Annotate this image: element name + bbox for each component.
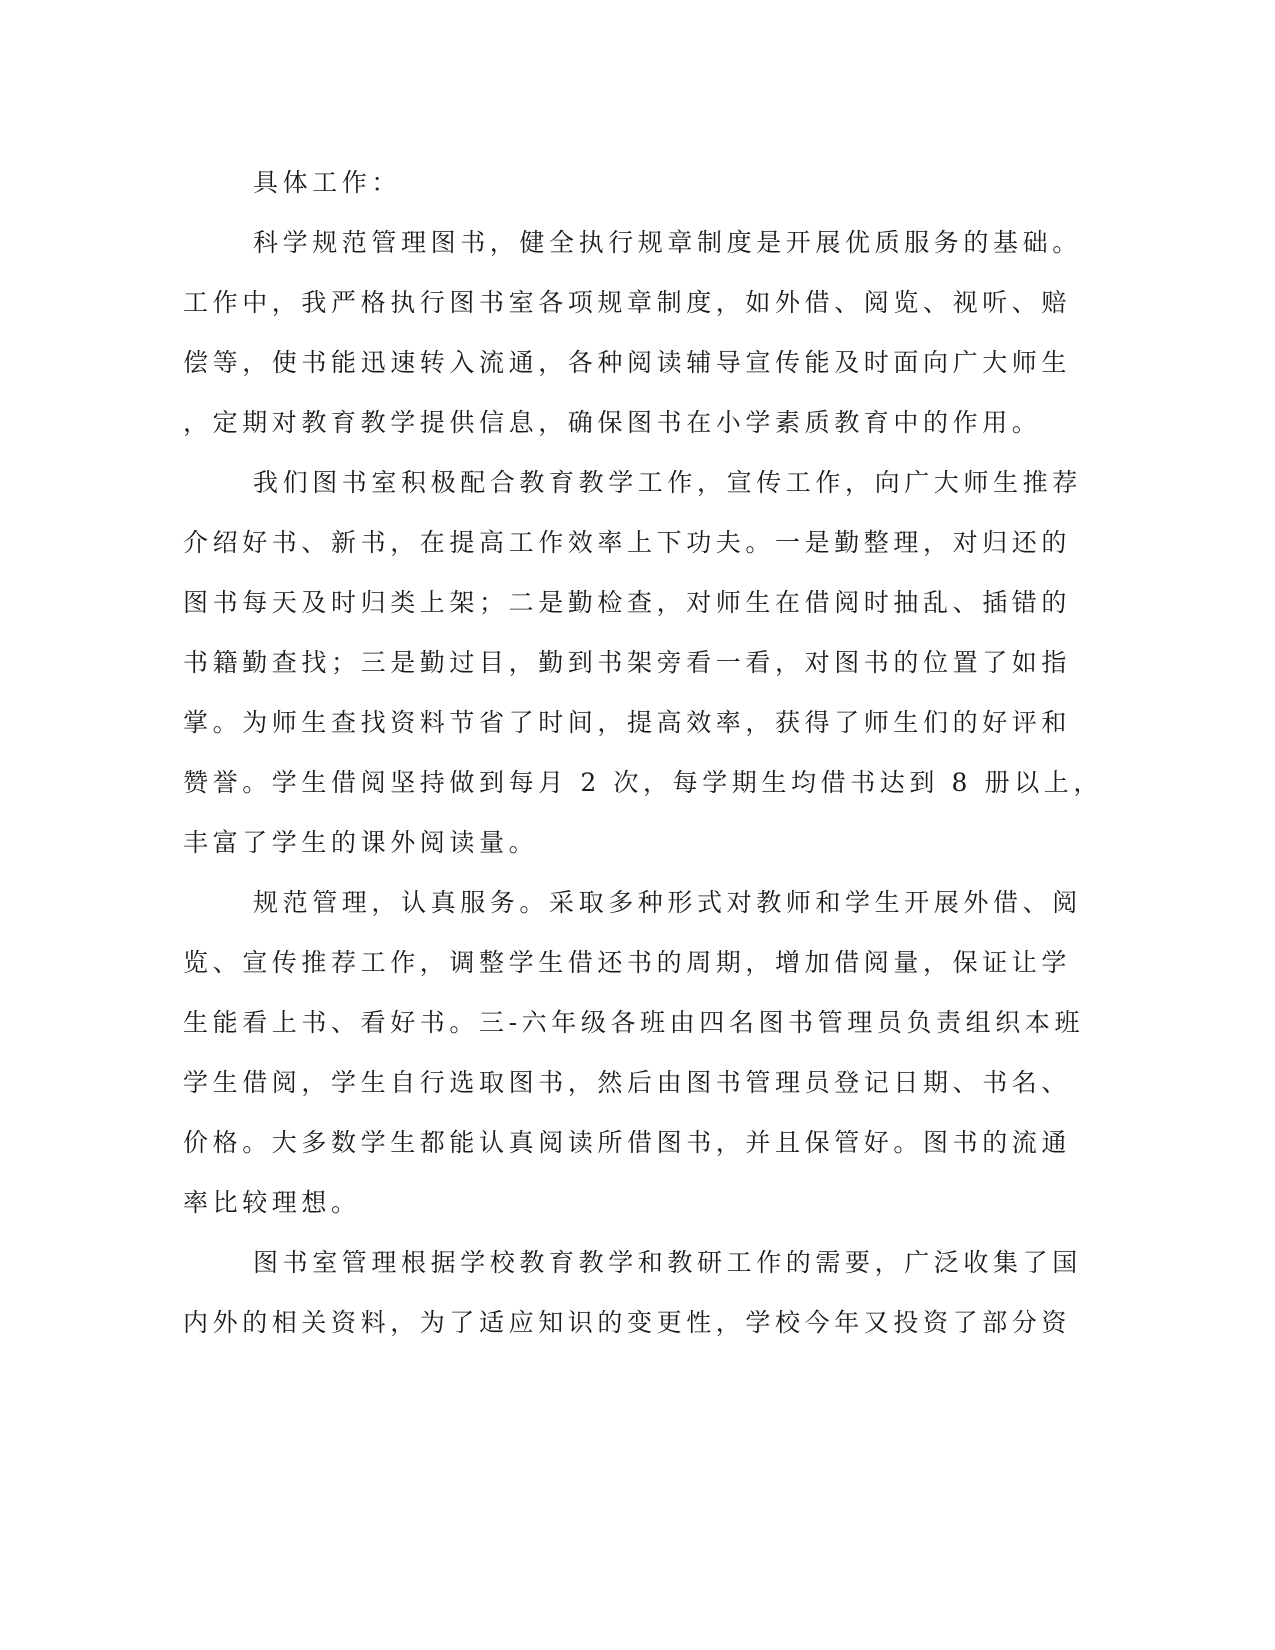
paragraph-2-line-3: 偿等，使书能迅速转入流通，各种阅读辅导宣传能及时面向广大师生: [183, 348, 1072, 377]
paragraph-4-line-5: 价格。大多数学生都能认真阅读所借图书，并且保管好。图书的流通: [183, 1128, 1072, 1157]
paragraph-4-line-1: 规范管理，认真服务。采取多种形式对教师和学生开展外借、阅: [253, 888, 1082, 917]
paragraph-3-line-2: 介绍好书、新书，在提高工作效率上下功夫。一是勤整理，对归还的: [183, 528, 1072, 557]
paragraph-3-line-5: 掌。为师生查找资料节省了时间，提高效率，获得了师生们的好评和: [183, 708, 1072, 737]
paragraph-1-line-1: 具体工作：: [253, 168, 402, 197]
paragraph-3-line-7: 丰富了学生的课外阅读量。: [183, 828, 539, 857]
paragraph-2-line-4: ，定期对教育教学提供信息，确保图书在小学素质教育中的作用。: [183, 408, 1042, 437]
paragraph-5-line-2: 内外的相关资料，为了适应知识的变更性，学校今年又投资了部分资: [183, 1308, 1072, 1337]
paragraph-3-line-1: 我们图书室积极配合教育教学工作，宣传工作，向广大师生推荐: [253, 468, 1082, 497]
paragraph-3-line-3: 图书每天及时归类上架；二是勤检查，对师生在借阅时抽乱、插错的: [183, 588, 1072, 617]
paragraph-2-line-1: 科学规范管理图书，健全执行规章制度是开展优质服务的基础。: [253, 228, 1082, 257]
paragraph-2-line-2: 工作中，我严格执行图书室各项规章制度，如外借、阅览、视听、赔: [183, 288, 1072, 317]
paragraph-4-line-6: 率比较理想。: [183, 1188, 361, 1217]
paragraph-3-line-6: 赞誉。学生借阅坚持做到每月 2 次，每学期生均借书达到 8 册以上，: [183, 768, 1104, 797]
paragraph-4-line-4: 学生借阅，学生自行选取图书，然后由图书管理员登记日期、书名、: [183, 1068, 1072, 1097]
document-body: [183, 157, 1104, 1357]
paragraph-3-line-4: 书籍勤查找；三是勤过目，勤到书架旁看一看，对图书的位置了如指: [183, 648, 1072, 677]
paragraph-4-line-2: 览、宣传推荐工作，调整学生借还书的周期，增加借阅量，保证让学: [183, 948, 1072, 977]
paragraph-4-line-3: 生能看上书、看好书。三-六年级各班由四名图书管理员负责组织本班: [183, 1008, 1085, 1037]
paragraph-5-line-1: 图书室管理根据学校教育教学和教研工作的需要，广泛收集了国: [253, 1248, 1082, 1277]
